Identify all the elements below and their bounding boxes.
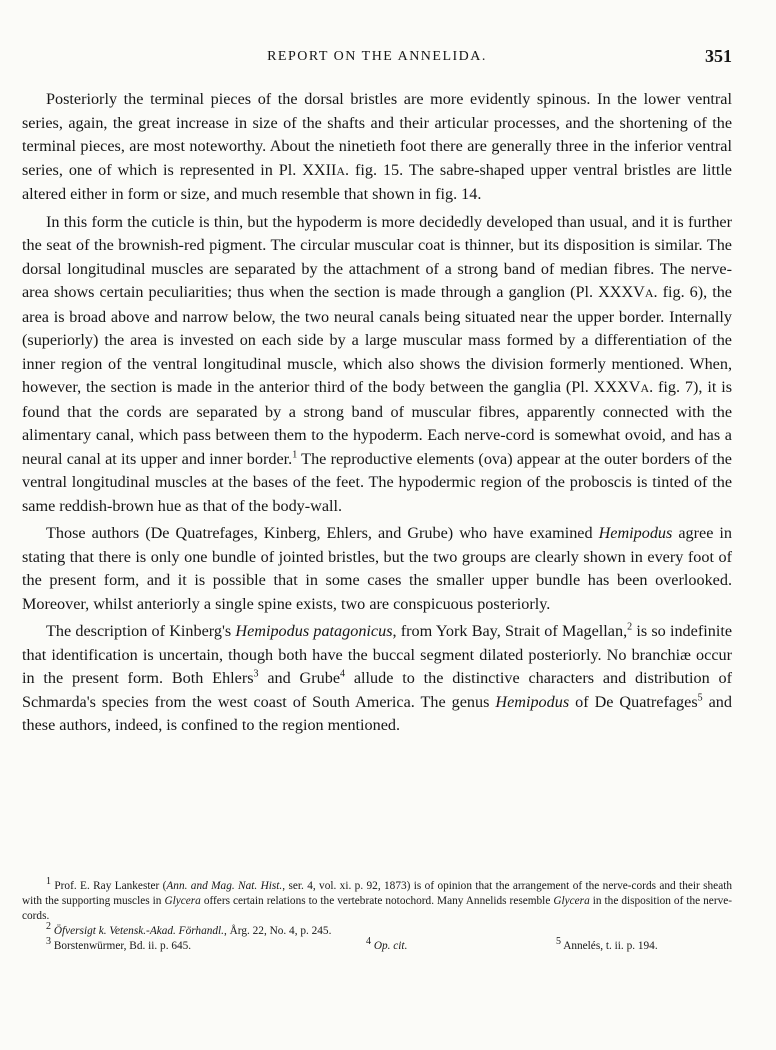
footnote-2: $^2$ Öfversigt k. Vetensk.-Akad. Förhandl., Årg. 22, No. 4, p. 245. (46, 921, 332, 937)
paragraph-1: Posteriorly the terminal pieces of the dorsal bristles are more evidently spinous. In the lower ventral series, again, the great increase in size of the shafts and their articular processes, and the shortening of the terminal pieces, are most noteworthy. About the ninetieth foot there are generally three in the inferior ventral series, one of which is represented in Pl. XXIIA. fig. 15. The sabre-shaped upper ventral bristles are little altered either in form or size, and much resemble that shown in fig. 14. (22, 90, 732, 203)
paragraph-4: The description of Kinberg's Hemipodus patagonicus, from York Bay, Strait of Magellan,$^2$ is so indefinite that identification is uncertain, though both have the buccal segment dilated posteriorly. No branchiæ occur in the present form. Both Ehlers$^3$ and Grube$^4$ allude to the distinctive characters and distribution of Schmarda's species from the west coast of South America. The genus Hemipodus of De Quatrefages$^5$ and these authors, indeed, is confined to the region mentioned. (22, 621, 732, 734)
page-header (22, 46, 732, 74)
footnote-ref-2: 2 (627, 621, 633, 633)
paragraph-2: In this form the cuticle is thin, but the hypoderm is more decidedly developed than usual, and it is further the seat of the brownish-red pigment. The circular muscular coat is thinner, but its disposition is similar. The dorsal longitudinal muscles are separated by the attachment of a strong band of median fibres. The nerve-area shows certain peculiarities; thus when the section is made through a ganglion (Pl. XXXVA. fig. 6), the area is broad above and narrow below, the two neural canals being situated near the upper border. Internally (superiorly) the area is invested on each side by a large muscular mass formed by a differentiation of the inner region of the ventral longitudinal muscle, which also shows the division formerly mentioned. When, however, the section is made in the anterior third of the body between the ganglia (Pl. XXXVA. fig. 7), it is found that the cords are separated by a strong band of muscular fibres, apparently connected with the alimentary canal, which pass between them to the hypoderm. Each nerve-cord is somewhat ovoid, and has a neural canal at its upper and inner border.$^1$ The reproductive elements (ova) appear at the outer borders of the ventral longitudinal muscles at the bases of the feet. The hypodermic region of the proboscis is tinted of the same reddish-brown hue as that of the body-wall. (22, 212, 732, 515)
footnote-row-3-5 (22, 936, 732, 954)
paragraph-3: Those authors (De Quatrefages, Kinberg, Ehlers, and Grube) who have examined Hemipodus agree in stating that there is only one bundle of jointed bristles, but the two groups are clearly shown in every foot of the present form, and it is possible that in some cases the smaller upper bundle has been overlooked. Moreover, whilst anteriorly a single spine exists, two are conspicuous posteriorly. (22, 524, 732, 613)
footnote-3: $^3$ Borstenwürmer, Bd. ii. p. 645. (46, 936, 192, 952)
footnote-4: $^4$ Op. cit. (366, 936, 408, 952)
running-title: REPORT ON THE ANNELIDA. (267, 49, 487, 64)
footnote-ref-5: 5 (697, 692, 703, 704)
footnotes (22, 876, 733, 954)
footnote-ref-3: 3 (253, 668, 259, 680)
footnote-ref-4: 4 (340, 668, 346, 680)
footnote-ref-1: 1 (292, 449, 298, 461)
page-number: 351 (705, 46, 732, 66)
footnote-5: $^5$ Annelés, t. ii. p. 194. (556, 936, 658, 952)
body-text (22, 88, 732, 742)
footnote-1: $^1$ Prof. E. Ray Lankester (Ann. and Mag. Nat. Hist., ser. 4, vol. xi. p. 92, 1873) is of opinion that the arrangement of the nerve-cords and their sheath with the supporting muscles in Glycera offers certain relations to the vertebrate notochord. Many Annelids resemble Glycera in the disposition of the nerve-cords. (22, 876, 733, 922)
